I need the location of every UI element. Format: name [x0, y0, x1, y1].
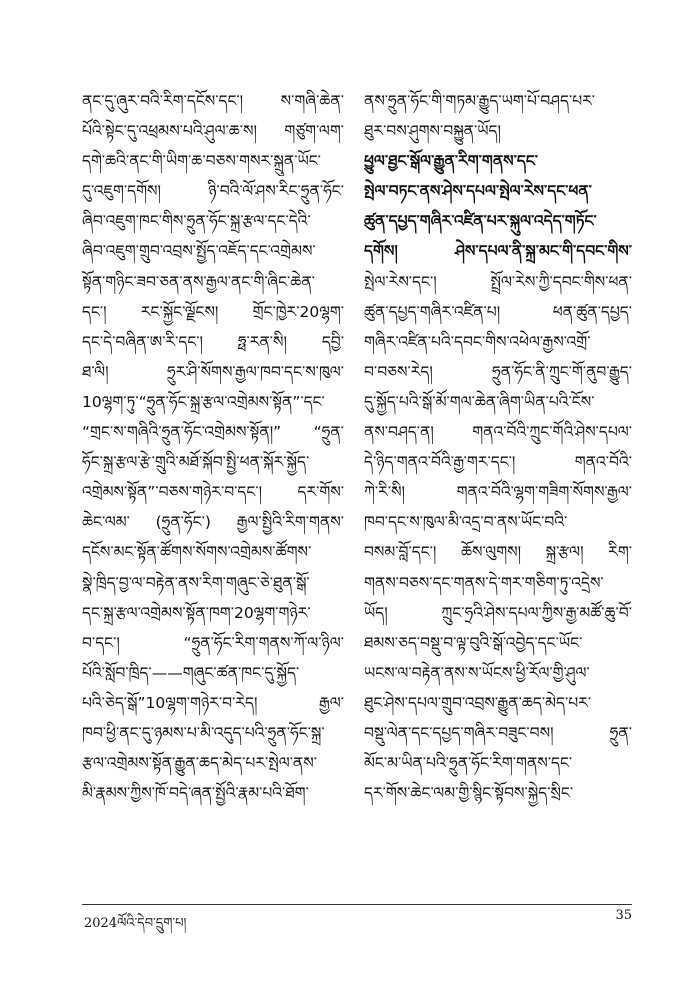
text-line: ཐ་ལི། ཧྲུར་ཤི་སོགས་རྒྱལ་ཁབ་དང་ས་ཁུལ་	[82, 362, 344, 381]
text-line: ནས་བཤད་ན། གནའ་བོའི་ཀྲུང་གོའི་ཤེས་དཔལ་	[364, 423, 632, 442]
text-line: གཞིར་འཛིན་པའི་དབང་གིས་འཕེལ་རྒྱས་འགྲོ་	[364, 332, 591, 351]
footer-divider	[82, 904, 632, 905]
text-line: པོའི་སྟེང་དུ་འཕྲམས་པའི་ཤུལ་ཆ་ས། གཙུག་ལག་	[82, 122, 344, 141]
text-line: གནས་བཅས་དང་གནས་དེ་གར་གཅིག་ཏུ་འདྲེས་	[364, 573, 604, 592]
text-line: ཞིབ་འཇུག་ཁང་གིས་ཧྲུན་ཧོང་སྐྲ་རྩལ་དང་དེའི་	[82, 212, 311, 231]
left-text-column	[82, 86, 344, 808]
text-line: ཁབ་དང་ས་ཁུལ་མི་འདྲ་བ་ནས་ཡོང་བའི་	[364, 513, 568, 532]
text-line: བསྡུ་ལེན་དང་དཔྱད་གཞིར་བཟུང་བས། ཧྲུན་	[364, 723, 632, 742]
text-line: དང་སྐྲ་རྩལ་འགྲེམས་སྟོན་ཁག་20ལྷག་གཉེར་	[82, 603, 311, 622]
text-line: བ་བཅས་རེད། ཧྲུན་ཧོང་ནི་ཀྲུང་གོ་ནུབ་རྒྱུད་	[364, 362, 632, 381]
text-line: དུ་འཇུག་དགོས། ཉི་བའི་ལོ་ཤས་རིང་ཧྲུན་ཧོང་	[82, 182, 344, 201]
text-line: ཚུན་དཔྱད་གཞིར་འཛིན་པ། ཕན་ཚུན་དཔྱད་	[364, 302, 632, 321]
text-line: ནས་ཧྲུན་ཧོང་གི་གཏམ་རྒྱུད་ཡག་པོ་བཤད་པར་	[364, 92, 596, 110]
text-line: པོའི་སློབ་ཁྲིད་——གཞུང་ཚན་ཁང་དུ་སྐྱོད་	[82, 663, 300, 682]
text-line: ཆེང་ལམ་ (ཧྲུན་ཧོང་) རྒྱལ་སྤྱིའི་རིག་གནས་	[82, 513, 344, 532]
text-line: དང་། རང་སྐྱོང་ལྗོངས། གྲོང་ཁྱེར་20ལྷག་	[82, 302, 344, 321]
text-line: ཐུང་ཤེས་དཔལ་གྲུབ་འབྲས་རྒྱུན་ཆད་མེད་པར་	[364, 693, 592, 712]
text-line: དགོས། ཤེས་དཔལ་ནི་སྐྲ་མང་གི་དབང་གིས་	[364, 242, 632, 261]
text-line: མོང་མ་ཡིན་པའི་ཧྲུན་ཧོང་རིག་གནས་དང་	[364, 754, 573, 773]
text-line: སྤེལ་བཏང་ནས་ཤེས་དཔལ་སྤེལ་རེས་དང་ཕན་	[364, 182, 592, 201]
text-line: སྣེ་ཁྲིད་བྱ་ལ་བརྟེན་ནས་རིག་གཞུང་ཅེ་ཐུན་སྒོ་	[82, 573, 310, 592]
text-line: དངོས་མང་སྟོན་ཚོགས་སོགས་འགྲེམས་ཚོགས་	[82, 543, 312, 562]
text-line: “གྲང་ས་གཞིའི་ཧྲུན་ཧོང་འགྲེམས་སྟོན།” “ཧྲུན་	[82, 423, 344, 442]
text-line: ཡངས་ལ་བརྟེན་ནས་ས་ཡོངས་ཕྱི་རོལ་གྱི་ཤུལ་	[364, 663, 590, 682]
text-line: ཕྱུལ་ཐྱང་སྒོལ་རྒྱུན་རིག་གནས་དང་	[364, 152, 539, 171]
text-line: བསམ་བློ་དང་། ཆོས་ལུགས། སྐྲ་རྩལ། རིག་	[364, 543, 632, 562]
text-line: ཀེ་རི་སི། གནའ་བོའི་ལྷག་གཟིག་སོགས་རྒྱལ་	[364, 483, 632, 502]
text-line: 10ལྷག་ཏུ་“ཧྲུན་ཧོང་སྐྲ་རྩལ་འགྲེམས་སྟོན”་དང་	[82, 392, 325, 411]
text-line: ཡོད། ཀྲུང་ཧྲའི་ཤེས་དཔལ་ཀྱིས་རྒྱ་མཚོ་ཆུ་བོ་	[364, 603, 632, 622]
text-line: ཐམས་ཅད་བསྡུ་བ་ལྟ་བུའི་སྒོ་འབྱེད་དང་ཡོང་	[364, 633, 583, 652]
text-line: དུ་སྐྱོད་པའི་སྒོ་མོ་གལ་ཆེན་ཞིག་ཡིན་པའི་ངོས་	[364, 392, 595, 411]
text-line: ཧོང་སྐྲ་རྩལ་རྩེ་གྲུའི་མཐོ་སྐོབ་སྤྱི་ཕན་སྐོར་སྐྱོད་	[82, 453, 310, 472]
text-line: ཚུན་དཔྱད་གཞིར་འཛིན་པར་སྐུལ་འདེད་གཏོང་	[364, 212, 597, 231]
text-line: སྤེལ་རེས་དང་། སྤྲོལ་རེས་ཀྱི་དབང་གིས་ཕན་	[364, 272, 632, 291]
footer-issue-label: 2024ལོའི་དེབ་དྲུག་པ།	[84, 916, 187, 931]
text-line: དགེ་ཆའི་ནང་གི་ཡིག་ཆ་བཅས་གསར་སྐྲུན་ཡོང་	[82, 152, 321, 171]
text-line: རྩལ་འགྲེམས་སྟོན་རྒྱུན་ཆད་མེད་པར་སྤེལ་ནས་	[82, 754, 317, 773]
text-line: དར་གོས་ཆེང་ལམ་གྱི་སྙིང་སྟོབས་སྐྱེད་སྲིང་	[364, 784, 574, 803]
text-line: ཐུར་བས་ཤུགས་བསྐྱུན་ཡོད།	[364, 122, 501, 141]
text-line: བ་དང་། “ཧྲུན་ཧོང་རིག་གནས་ཀོ་ལ་ཉིལ་	[82, 633, 344, 652]
text-line: ཞིབ་འཇུག་གྲུབ་འབྲས་སྤྱོད་འཇོད་དང་འགྲེམས་	[82, 242, 316, 261]
page-number: 35	[615, 908, 632, 923]
text-line: མི་རྣམས་ཀྱིས་ཁོ་བདེ་ཞན་སྤྱོའི་རྣམ་པའི་ཐོག་	[82, 784, 309, 803]
text-line: ཁབ་ཕྱི་ནང་དུ་ཉམས་པ་མི་འདུད་པའི་ཧྲུན་ཧོང་སྐྲ་	[82, 723, 325, 742]
text-line: སྟོན་གཉིང་ཟབ་ཅན་ནས་རྒྱལ་ནང་གི་ཞིང་ཆེན་	[82, 272, 315, 291]
text-line: ནང་དུ་ཞུར་བའི་རིག་དངོས་དང་། ས་གཞི་ཆེན་	[82, 92, 344, 110]
text-line: འགྲེམས་སྟོན”་བཅས་གཉེར་བ་དང་། དར་གོས་	[82, 483, 344, 502]
text-line: དེ་ཉིད་གནའ་བོའི་རྒྱ་གར་དང་། གནའ་བོའི་	[364, 453, 632, 472]
right-text-column	[364, 86, 632, 808]
text-line: དང་དེ་བཞིན་ཨ་རི་དང་། ཧྥ་རན་སི། དབྱི་	[82, 332, 344, 351]
text-line: པའི་ཅེད་སྒོ”10ལྷག་གཉེར་བ་རེད། རྒྱལ་	[82, 693, 344, 712]
